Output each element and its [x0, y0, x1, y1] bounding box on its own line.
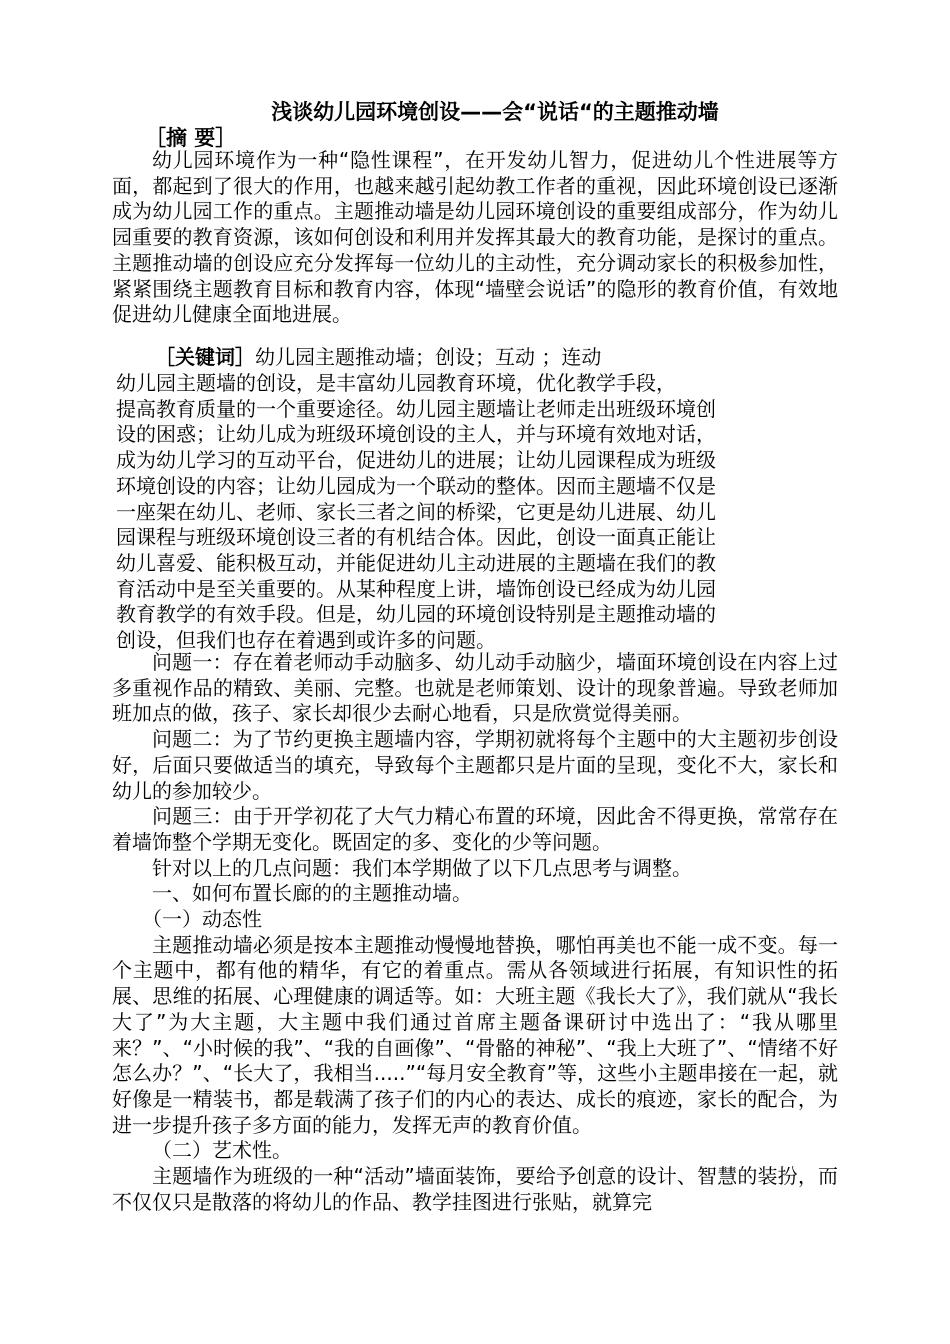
- subsection-dynamic-heading: （一）动态性: [142, 907, 262, 932]
- intro-line: 幼儿园主题墙的创设，是丰富幼儿园教育环境，优化教学手段，: [116, 371, 676, 395]
- keywords-text: 幼儿园主题推动墙；创设；互动 ；连动: [255, 345, 602, 369]
- section-one-heading: 一、如何布置长廊的的主题推动墙。: [152, 881, 472, 906]
- abstract-block: [112, 148, 838, 328]
- art-paragraph: 主题墙作为班级的一种“活动”墙面装饰，要给予创意的设计、智慧的装扮，而不仅仅只是散落的将幼儿的作品、教学挂图进行张贴，就算完: [112, 1164, 838, 1214]
- problem-three-paragraph: 问题三：由于开学初花了大气力精心布置的环境，因此舍不得更换，常常存在着墙饰整个学期无变化。既固定的多、变化的少等问题。: [112, 804, 838, 854]
- abstract-heading: ［摘 要］: [145, 126, 237, 150]
- body-block: [112, 650, 838, 1215]
- intro-line: 一座架在幼儿、老师、家长三者之间的桥梁，它更是幼儿进展、幼儿: [116, 499, 716, 524]
- intro-line: 环境创设的内容；让幼儿园成为一个联动的整体。因而主题墙不仅是: [116, 473, 716, 498]
- reflection-paragraph: 针对以上的几点问题：我们本学期做了以下几点思考与调整。: [152, 855, 692, 880]
- intro-line: 设的困惑；让幼儿成为班级环境创设的主人，并与环境有效地对话，: [116, 422, 716, 447]
- dynamic-paragraph: 主题推动墙必须是按本主题推动慢慢地替换，哪怕再美也不能一成不变。每一个主题中，都有他的精华，有它的着重点。需从各领域进行拓展，有知识性的拓展、思维的拓展、心理健康的调适等。如：大班主题《我长大了》，我们就从“我长大了”为大主题，大主题中我们通过首席主题备课研讨中选出了：“我从哪里来？”、“小时候的我”、“我的自画像”、“骨骼的神秘”、“我上大班了”、“情绪不好怎么办？”、“长大了，我相当.....”“每月安全教育”等，这些小主题串接在一起，就好像是一精装书，都是载满了孩子们的内心的表达、成长的痕迹，家长的配合，为进一步提升孩子多方面的能力，发挥无声的教育价值。: [112, 932, 838, 1137]
- abstract-paragraph: 幼儿园环境作为一种“隐性课程”，在开发幼儿智力，促进幼儿个性进展等方面，都起到了很大的作用，也越来越引起幼教工作者的重视，因此环境创设已逐渐成为幼儿园工作的重点。主题推动墙是幼儿园环境创设的重要组成部分，作为幼儿园重要的教育资源，该如何创设和利用并发挥其最大的教育功能，是探讨的重点。主题推动墙的创设应充分发挥每一位幼儿的主动性，充分调动家长的积极参加性，紧紧围绕主题教育目标和教育内容，体现“墙壁会说话”的隐形的教育价值，有效地促进幼儿健康全面地进展。: [112, 148, 838, 327]
- document-title: 浅谈幼儿园环境创设——会“说话“的主题推动墙: [271, 100, 719, 124]
- problem-two-paragraph: 问题二：为了节约更换主题墙内容，学期初就将每个主题中的大主题初步创设好，后面只要做适当的填充，导致每个主题都只是片面的呈现，变化不大，家长和幼儿的参加较少。: [112, 727, 838, 803]
- intro-line: 幼儿喜爱、能积极互动，并能促进幼儿主动进展的主题墙在我们的教: [116, 550, 716, 575]
- intro-line: 育活动中是至关重要的。从某种程度上讲，墙饰创设已经成为幼儿园: [116, 576, 716, 601]
- keywords-heading: ［关键词］: [155, 345, 255, 369]
- intro-line: 成为幼儿学习的互动平台，促进幼儿的进展；让幼儿园课程成为班级: [116, 448, 716, 473]
- problem-one-paragraph: 问题一：存在着老师动手动脑多、幼儿动手动脑少，墙面环境创设在内容上过多重视作品的精致、美丽、完整。也就是老师策划、设计的现象普遍。导致老师加班加点的做，孩子、家长却很少去耐心地看，只是欣赏觉得美丽。: [112, 650, 838, 726]
- intro-line: 提高教育质量的一个重要途径。幼儿园主题墙让老师走出班级环境创: [116, 396, 716, 421]
- intro-block: [116, 371, 842, 654]
- intro-line: 创设，但我们也存在着遇到或许多的问题。: [116, 628, 496, 653]
- subsection-art-heading: （二）艺术性。: [152, 1138, 292, 1163]
- intro-line: 园课程与班级环境创设三者的有机结合体。因此，创设一面真正能让: [116, 525, 716, 550]
- keywords-line: [155, 344, 601, 370]
- intro-line: 教育教学的有效手段。但是，幼儿园的环境创设特别是主题推动墙的: [116, 602, 716, 627]
